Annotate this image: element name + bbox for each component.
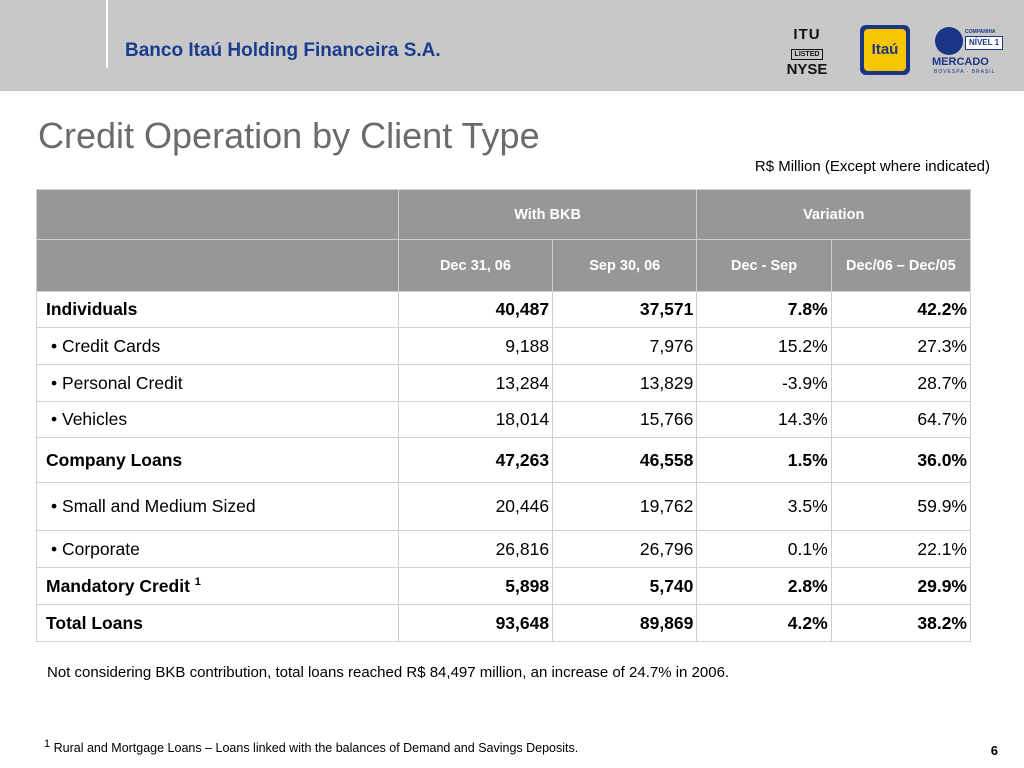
novo-mercado-bovespa: BOVESPA · BRASIL xyxy=(934,69,996,75)
summary-note: Not considering BKB contribution, total loans reached R$ 84,497 million, an increase of 24.7% in 2006. xyxy=(47,664,730,681)
cell-value: 5,740 xyxy=(553,568,697,605)
cell-value: 13,829 xyxy=(553,365,697,402)
table-row xyxy=(37,531,971,568)
cell-value: 7,976 xyxy=(553,328,697,365)
row-label-text: Mandatory Credit xyxy=(46,575,190,596)
cell-value: 14.3% xyxy=(697,402,831,438)
table-row xyxy=(37,328,971,365)
row-label: • Corporate xyxy=(37,531,399,568)
cell-value: 9,188 xyxy=(398,328,552,365)
itau-logo-text: Itaú xyxy=(864,29,906,71)
cell-value: 40,487 xyxy=(398,292,552,328)
header-blank-cell xyxy=(37,190,399,240)
globe-icon xyxy=(935,27,963,55)
group-header-variation: Variation xyxy=(697,190,971,240)
page-title: Credit Operation by Client Type xyxy=(38,115,540,156)
header-bar xyxy=(0,0,1024,91)
nyse-logo-ticker: ITU xyxy=(793,26,821,43)
cell-value: 13,284 xyxy=(398,365,552,402)
cell-value: 36.0% xyxy=(831,438,970,483)
cell-value: 29.9% xyxy=(831,568,970,605)
cell-value: 7.8% xyxy=(697,292,831,328)
cell-value: 22.1% xyxy=(831,531,970,568)
cell-value: 19,762 xyxy=(553,483,697,531)
cell-value: 0.1% xyxy=(697,531,831,568)
cell-value: -3.9% xyxy=(697,365,831,402)
cell-value: 3.5% xyxy=(697,483,831,531)
cell-value: 38.2% xyxy=(831,605,970,642)
novo-mercado-companhia: COMPANHIA xyxy=(965,29,996,35)
novo-mercado-mercado: MERCADO xyxy=(932,56,989,68)
nyse-listed-logo xyxy=(783,26,831,78)
row-label: Company Loans xyxy=(37,438,399,483)
table-row xyxy=(37,605,971,642)
nyse-logo-listed: LISTED xyxy=(791,49,824,60)
company-name: Banco Itaú Holding Financeira S.A. xyxy=(125,40,441,61)
row-label: Individuals xyxy=(37,292,399,328)
table-row xyxy=(37,483,971,531)
cell-value: 59.9% xyxy=(831,483,970,531)
cell-value: 47,263 xyxy=(398,438,552,483)
cell-value: 37,571 xyxy=(553,292,697,328)
cell-value: 26,816 xyxy=(398,531,552,568)
cell-value: 46,558 xyxy=(553,438,697,483)
row-label: • Small and Medium Sized xyxy=(37,483,399,531)
table-row xyxy=(37,568,971,605)
page-number: 6 xyxy=(990,743,998,758)
cell-value: 4.2% xyxy=(697,605,831,642)
novo-mercado-logo xyxy=(932,27,1006,79)
itau-logo xyxy=(860,25,910,75)
table-row xyxy=(37,438,971,483)
footnote xyxy=(44,738,578,755)
table-group-header-row xyxy=(37,190,971,240)
credit-table xyxy=(36,189,971,642)
cell-value: 15.2% xyxy=(697,328,831,365)
table-column-header-row xyxy=(37,240,971,292)
column-header: Dec/06 – Dec/05 xyxy=(831,240,970,292)
cell-value: 27.3% xyxy=(831,328,970,365)
column-header: Sep 30, 06 xyxy=(553,240,697,292)
row-label: Total Loans xyxy=(37,605,399,642)
cell-value: 2.8% xyxy=(697,568,831,605)
row-label xyxy=(37,568,399,605)
nyse-logo-exchange: NYSE xyxy=(786,61,828,78)
cell-value: 64.7% xyxy=(831,402,970,438)
header-blank-cell xyxy=(37,240,399,292)
cell-value: 93,648 xyxy=(398,605,552,642)
table-row xyxy=(37,292,971,328)
novo-mercado-nivel: NÍVEL 1 xyxy=(965,36,1003,50)
footnote-text: Rural and Mortgage Loans – Loans linked with the balances of Demand and Savings Deposits. xyxy=(53,741,579,756)
footnote-marker: 1 xyxy=(194,575,201,588)
group-header-with-bkb: With BKB xyxy=(398,190,697,240)
column-header: Dec - Sep xyxy=(697,240,831,292)
row-label: • Credit Cards xyxy=(37,328,399,365)
unit-note: R$ Million (Except where indicated) xyxy=(754,158,990,175)
cell-value: 28.7% xyxy=(831,365,970,402)
table-row xyxy=(37,402,971,438)
cell-value: 18,014 xyxy=(398,402,552,438)
cell-value: 15,766 xyxy=(553,402,697,438)
cell-value: 89,869 xyxy=(553,605,697,642)
cell-value: 1.5% xyxy=(697,438,831,483)
footnote-number: 1 xyxy=(44,738,51,750)
cell-value: 26,796 xyxy=(553,531,697,568)
header-divider xyxy=(106,0,108,68)
row-label: • Personal Credit xyxy=(37,365,399,402)
column-header: Dec 31, 06 xyxy=(398,240,552,292)
table-row xyxy=(37,365,971,402)
cell-value: 42.2% xyxy=(831,292,970,328)
row-label: • Vehicles xyxy=(37,402,399,438)
cell-value: 5,898 xyxy=(398,568,552,605)
cell-value: 20,446 xyxy=(398,483,552,531)
